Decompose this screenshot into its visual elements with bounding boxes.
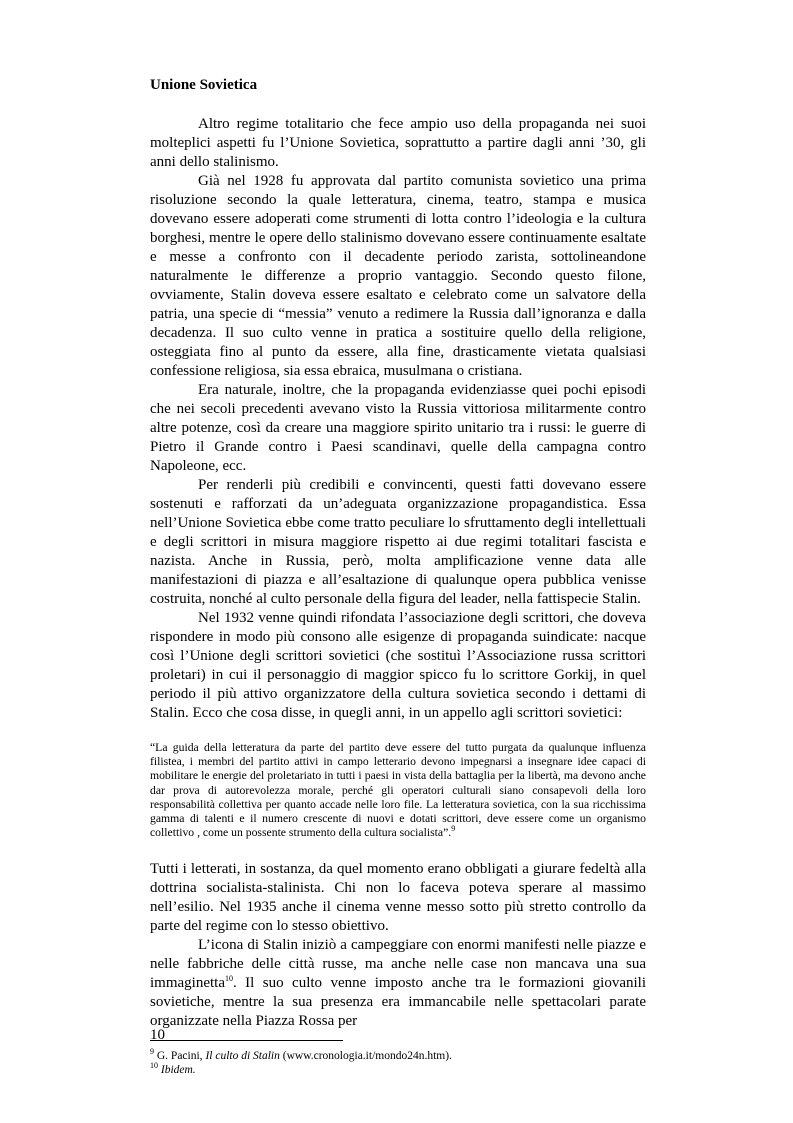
paragraph-3: Era naturale, inoltre, che la propaganda evidenziasse quei pochi episodi che nei secoli precedenti avevano visto la Russia vittoriosa militarmente contro altre potenze, così da creare una maggiore spirito unitario tra i russi: le guerre di Pietro il Grande contro i Paesi scandinavi, quelle della campagna contro Napoleone, ecc.	[150, 382, 646, 474]
page-number: 10	[150, 1027, 165, 1043]
footnote-mark-10: 10	[224, 974, 233, 984]
block-quote	[150, 741, 646, 840]
footnote-10	[150, 1063, 646, 1077]
paragraph-5: Nel 1932 venne quindi rifondata l’associazione degli scrittori, che doveva rispondere in modo più consono alle esigenze di propaganda suindicate: nacque così l’Unione degli scrittori sovietici (che sostituì l’Associazione russa scrittori proletari) in cui il personaggio di maggior spicco fu lo scrittore Gorkij, in quel periodo il più attivo organizzatore della cultura sovietica secondo i dettami di Stalin. Ecco che cosa disse, in quegli anni, in un appello agli scrittori sovietici:	[150, 610, 646, 721]
section-heading: Unione Sovietica	[150, 77, 258, 93]
footnote-9-suffix: (www.cronologia.it/mondo24n.htm).	[279, 1050, 452, 1063]
footnote-divider	[150, 1040, 343, 1041]
paragraph-7-text-b: . Il suo culto venne imposto anche tra le formazioni giovanili sovietiche, mentre la sua presenza era immancabile nelle spettacolari parate organizzate nella Piazza Rossa per	[150, 975, 646, 1030]
paragraph-2: Già nel 1928 fu approvata dal partito comunista sovietico una prima risoluzione secondo la quale letteratura, cinema, teatro, stampa e musica dovevano essere adoperati come strumenti di lotta contro l’ideologia e la cultura borghesi, mentre le opere dello stalinismo dovevano essere continuamente esaltate e messe a confronto con il decadente periodo zarista, sottolineandone naturalmente le differenze a proprio vantaggio. Secondo questo filone, ovviamente, Stalin doveva essere esaltato e celebrato come un salvatore della patria, una specie di “messia” venuto a redimere la Russia dall’ignoranza e dalla decadenza. Il suo culto venne in pratica a sostituire quello della religione, osteggiata fino al punto da essere, alla fine, drasticamente vietata qualsiasi confessione religiosa, sia essa ebraica, musulmana o cristiana.	[150, 173, 646, 379]
footnote-10-number: 10	[150, 1061, 158, 1071]
footnote-9-number: 9	[150, 1047, 154, 1057]
page-body	[150, 76, 646, 1077]
paragraph-1: Altro regime totalitario che fece ampio uso della propaganda nei suoi molteplici aspetti fu l’Unione Sovietica, soprattutto a partire dagli anni ’30, gli anni dello stalinismo.	[150, 116, 646, 170]
footnote-9-title: Il culto di Stalin	[205, 1050, 280, 1063]
paragraph-6: Tutti i letterati, in sostanza, da quel momento erano obbligati a giurare fedeltà alla dottrina socialista-stalinista. Chi non lo faceva poteva sperare al massimo nell’esilio. Nel 1935 anche il cinema venne messo sotto più stretto controllo da parte del regime con lo stesso obiettivo.	[150, 861, 646, 935]
footnote-10-title: Ibidem.	[160, 1064, 196, 1077]
paragraph-4: Per renderli più credibili e convincenti, questi fatti dovevano essere sostenuti e rafforzati da un’adeguata organizzazione propagandistica. Essa nell’Unione Sovietica ebbe come tratto peculiare lo sfruttamento degli intellettuali e degli scrittori in misura maggiore rispetto ai due regimi totalitari fascista e nazista. Anche in Russia, però, molta amplificazione venne data alle manifestazioni di piazza e all’esaltazione di qualunque opera pubblica venisse costruita, nonché al culto personale della figura del leader, nella fattispecie Stalin.	[150, 477, 646, 607]
paragraph-7	[150, 936, 646, 1031]
paragraph-7-text-a: L’icona di Stalin iniziò a campeggiare con enormi manifesti nelle piazze e nelle fabbriche delle città russe, ma anche nelle case non mancava una sua immaginetta	[150, 937, 646, 992]
footnote-9	[150, 1049, 646, 1063]
footnote-9-prefix: G. Pacini,	[154, 1050, 206, 1063]
quote-text: “La guida della letteratura da parte del partito deve essere del tutto purgata da qualunque influenza filistea, i membri del partito attivi in campo letterario devono impegnarsi a insegnare idee capaci di mobilitare le energie del proletariato in tutti i paesi in vista della battaglia per la libertà, ma devono anche dar prova di autorevolezza morale, perché gli operatori culturali siano consapevoli della loro responsabilità collettiva per quanto accade nelle loro file. La letteratura sovietica, con la sua ricchissima gamma di talenti e il numero crescente di nuovi e dotati scrittori, deve essere come un organismo collettivo , come un possente strumento della cultura socialista”.	[150, 741, 646, 840]
footnote-mark-9: 9	[451, 824, 456, 834]
